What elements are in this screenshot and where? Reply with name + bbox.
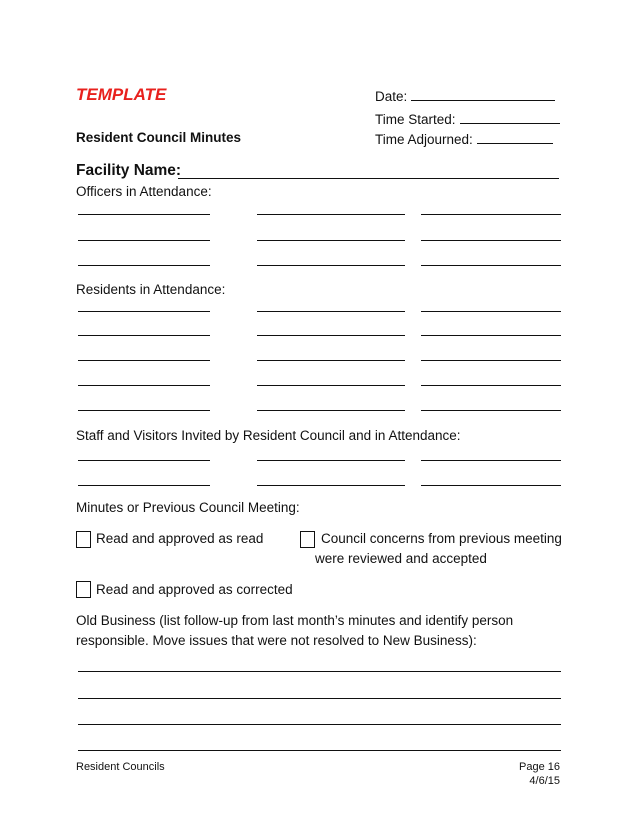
read-approved-checkbox[interactable] [76,531,91,548]
staff-name-line[interactable] [257,485,405,486]
resident-name-line[interactable] [421,410,561,411]
facility-name-label: Facility Name: [76,162,182,179]
resident-name-line[interactable] [257,335,405,336]
staff-heading: Staff and Visitors Invited by Resident Council and in Attendance: [76,428,461,443]
officers-heading: Officers in Attendance: [76,184,212,199]
officer-name-line[interactable] [421,214,561,215]
time-adjourned-field [375,130,553,147]
staff-name-line[interactable] [78,460,210,461]
time-adjourned-label: Time Adjourned: [375,132,473,147]
old-business-text-line2: responsible. Move issues that were not resolved to New Business): [76,633,477,648]
minutes-heading: Minutes or Previous Council Meeting: [76,500,300,515]
resident-name-line[interactable] [257,311,405,312]
resident-name-line[interactable] [421,335,561,336]
resident-name-line[interactable] [78,311,210,312]
resident-name-line[interactable] [78,385,210,386]
officer-name-line[interactable] [78,214,210,215]
officer-name-line[interactable] [78,265,210,266]
resident-name-line[interactable] [78,360,210,361]
footer-page-number: Page 16 [519,761,560,773]
read-approved-label: Read and approved as read [96,531,264,546]
corrected-checkbox[interactable] [76,581,91,598]
resident-name-line[interactable] [421,311,561,312]
officer-name-line[interactable] [78,240,210,241]
corrected-label: Read and approved as corrected [96,582,293,597]
facility-name-line[interactable] [178,178,559,179]
resident-name-line[interactable] [78,410,210,411]
officer-name-line[interactable] [257,214,405,215]
residents-heading: Residents in Attendance: [76,282,226,297]
officer-name-line[interactable] [257,265,405,266]
staff-name-line[interactable] [421,460,561,461]
time-started-field [375,110,560,127]
date-field [375,87,555,104]
resident-name-line[interactable] [257,360,405,361]
officer-name-line[interactable] [421,240,561,241]
date-blank[interactable] [411,87,555,101]
old-business-line[interactable] [78,724,561,725]
staff-name-line[interactable] [78,485,210,486]
concerns-reviewed-label: Council concerns from previous meeting [321,531,562,546]
officer-name-line[interactable] [421,265,561,266]
resident-name-line[interactable] [78,335,210,336]
resident-name-line[interactable] [421,385,561,386]
concerns-reviewed-checkbox[interactable] [300,531,315,548]
old-business-line[interactable] [78,671,561,672]
old-business-text-line1: Old Business (list follow-up from last month’s minutes and identify person [76,613,514,628]
time-started-blank[interactable] [460,110,560,124]
footer-date: 4/6/15 [529,775,560,787]
page-title: Resident Council Minutes [76,130,242,145]
staff-name-line[interactable] [421,485,561,486]
old-business-line[interactable] [78,750,561,751]
footer-left: Resident Councils [76,761,165,773]
concerns-reviewed-label-line2: were reviewed and accepted [315,551,487,566]
time-started-label: Time Started: [375,112,456,127]
date-label: Date: [375,89,408,104]
resident-name-line[interactable] [257,385,405,386]
old-business-line[interactable] [78,698,561,699]
officer-name-line[interactable] [257,240,405,241]
template-label: TEMPLATE [76,85,167,104]
resident-name-line[interactable] [421,360,561,361]
staff-name-line[interactable] [257,460,405,461]
time-adjourned-blank[interactable] [477,130,553,144]
resident-name-line[interactable] [257,410,405,411]
